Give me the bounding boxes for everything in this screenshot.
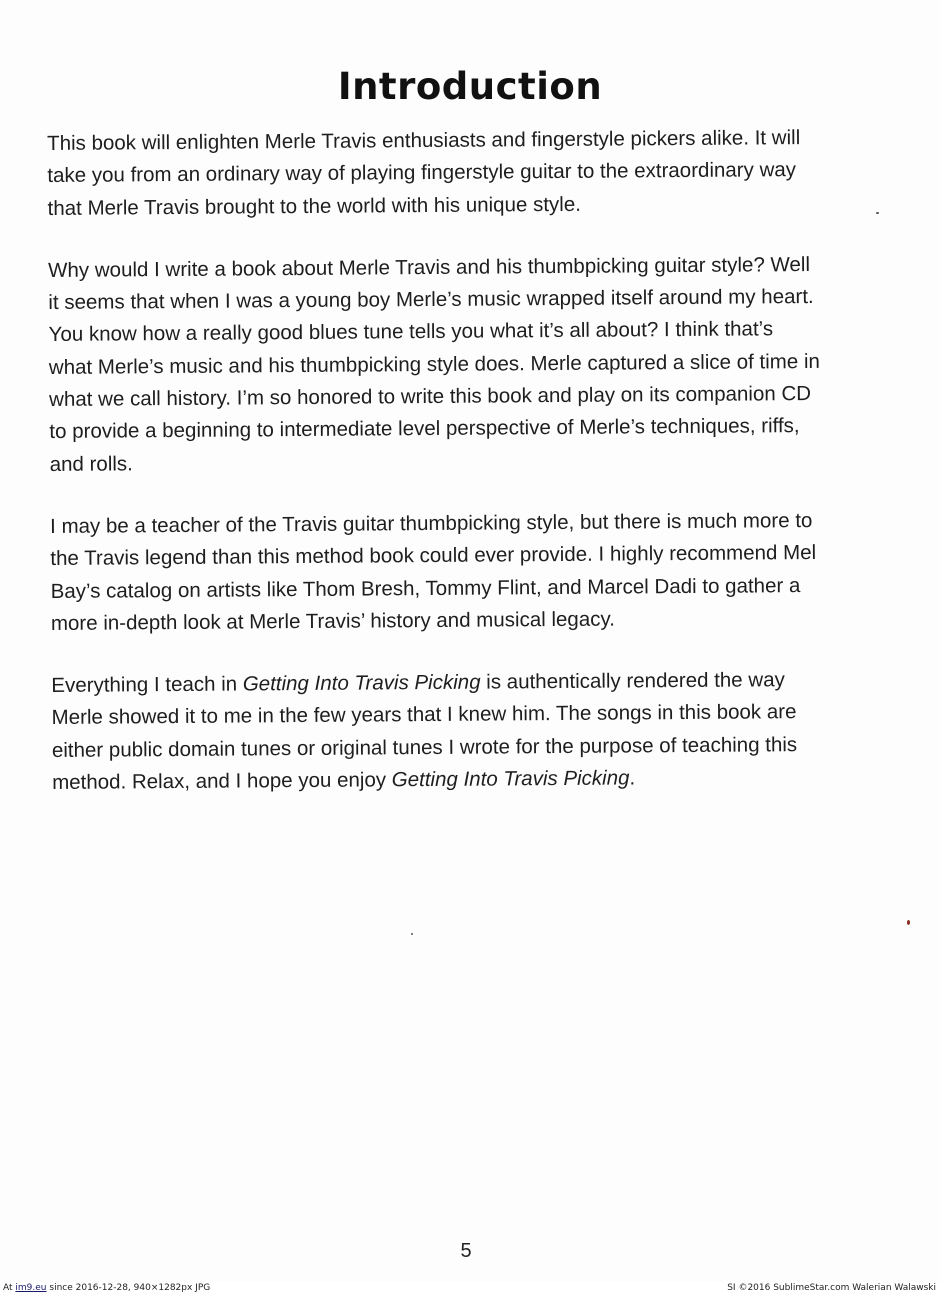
text-line: what Merle’s music and his thumbpicking style does. Merle captured a slice of time in [48,349,820,379]
text-run: . [629,766,636,790]
text-line: the Travis legend than this method book could ever provide. I highly recommend Mel [50,541,817,571]
footer-site-link[interactable]: im9.eu [15,1283,47,1293]
page-number: 5 [460,1240,472,1262]
paragraph-4 [51,663,912,799]
text-run: method. Relax, and I hope you enjoy [52,768,392,795]
text-line: take you from an ordinary way of playing fingerstyle guitar to the extraordinary way [47,158,797,188]
text-line: more in-depth look at Merle Travis’ history and musical legacy. [50,607,615,635]
text-line: I may be a teacher of the Travis guitar thumbpicking style, but there is much more to [50,508,813,538]
image-host-footer [0,1282,940,1294]
footer-suffix: since 2016-12-28, 940×1282px JPG [49,1283,211,1293]
text-line: You know how a really good blues tune tells you what it’s all about? I think that’s [48,317,774,347]
scan-speck [907,920,910,925]
text-line: to provide a beginning to intermediate level perspective of Merle’s techniques, riffs, [49,414,800,444]
scan-speck [876,212,879,214]
page-title: Introduction [337,64,603,108]
text-line: that Merle Travis brought to the world with his unique style. [47,192,581,220]
text-line: Bay’s catalog on artists like Thom Bresh, Tommy Flint, and Marcel Dadi to gather a [50,573,801,603]
text-line: This book will enlighten Merle Travis enthusiasts and fingerstyle pickers alike. It will [47,126,801,155]
paragraph-2 [48,248,910,481]
text-line: either public domain tunes or original tunes I wrote for the purpose of teaching this [51,732,798,762]
scan-speck [411,933,413,935]
text-run: Everything I teach in [51,672,243,698]
text-line: and rolls. [49,452,133,476]
footer-left-text [3,1282,210,1294]
footer-right-text: SI ©2016 SublimeStar.com Walerian Walawski [727,1283,936,1293]
book-title-italic: Getting Into Travis Picking [242,670,481,696]
paragraph-3 [50,504,911,640]
text-line: what we call history. I’m so honored to write this book and play on its companion CD [49,382,812,412]
text-line: Merle showed it to me in the few years that I knew him. The songs in this book are [51,700,797,730]
text-line: Why would I write a book about Merle Travis and his thumbpicking guitar style? Well [48,252,811,282]
footer-prefix: At [3,1283,13,1293]
text-run: is authentically rendered the way [480,668,785,694]
text-line [52,760,912,799]
paragraph-1 [47,121,908,225]
introduction-body [47,121,912,829]
text-line: it seems that when I was a young boy Merle’s music wrapped itself around my heart. [48,285,814,315]
book-title-italic: Getting Into Travis Picking [391,766,630,792]
